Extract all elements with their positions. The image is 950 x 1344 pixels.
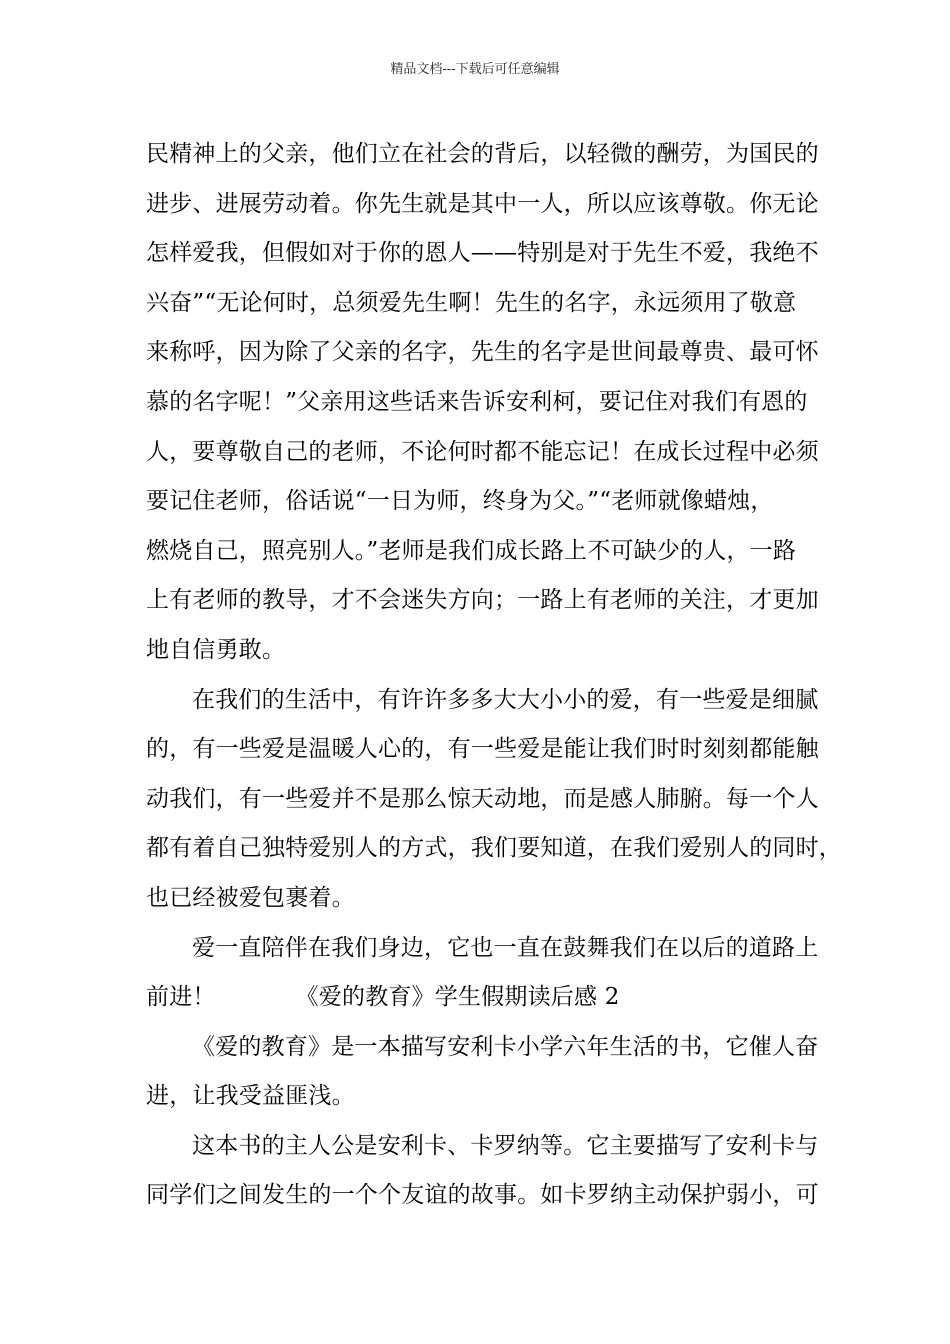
text-line: 兴奋”“无论何时，总须爱先生啊！先生的名字，永远须用了敬意 <box>146 289 797 316</box>
text-line: 都有着自己独特爱别人的方式，我们要知道，在我们爱别人的同时， <box>146 835 842 862</box>
paragraph-start-line: 在我们的生活中，有许许多多大大小小的爱，有一些爱是细腻 <box>192 686 819 713</box>
body-text <box>146 130 842 1221</box>
text-line: 上有老师的教导，才不会迷失方向；一路上有老师的关注，才更加 <box>146 587 819 614</box>
paragraph-start-line: 《爱的教育》是一本描写安利卡小学六年生活的书，它催人奋 <box>192 1033 819 1060</box>
paragraph-start-line: 爱一直陪伴在我们身边，它也一直在鼓舞我们在以后的道路上 <box>192 934 819 961</box>
page-header: 精品文档---下载后可任意编辑 <box>390 62 560 77</box>
text-line: 民精神上的父亲，他们立在社会的背后，以轻微的酬劳，为国民的 <box>146 141 819 167</box>
section-title: 《爱的教育》学生假期读后感 2 <box>295 984 620 1011</box>
text-line: 地自信勇敢。 <box>146 636 286 663</box>
text-line-with-title <box>146 973 836 1023</box>
text-line: 也已经被爱包裹着。 <box>146 884 355 911</box>
text-line: 进，让我受益匪浅。 <box>146 1083 355 1110</box>
text-line: 动我们，有一些爱并不是那么惊天动地，而是感人肺腑。每一个人 <box>146 785 819 812</box>
text-line: 来称呼，因为除了父亲的名字，先生的名字是世间最尊贵、最可怀 <box>146 339 819 366</box>
text-line: 慕的名字呢！”父亲用这些话来告诉安利柯，要记住对我们有恩的 <box>146 388 808 415</box>
paragraph-start-line: 这本书的主人公是安利卡、卡罗纳等。它主要描写了安利卡与 <box>192 1132 819 1159</box>
text-fragment: 前进！ <box>146 984 216 1011</box>
text-line: 燃烧自己，照亮别人。”老师是我们成长路上不可缺少的人，一路 <box>146 537 797 564</box>
text-line: 怎样爱我，但假如对于你的恩人——特别是对于先生不爱，我绝不 <box>146 240 819 267</box>
text-line: 同学们之间发生的一个个友谊的故事。如卡罗纳主动保护弱小，可 <box>146 1182 819 1209</box>
text-line: 要记住老师，俗话说“一日为师，终身为父。”“老师就像蜡烛， <box>146 488 774 515</box>
text-line: 人，要尊敬自己的老师，不论何时都不能忘记！在成长过程中必须 <box>146 438 819 465</box>
text-line: 的，有一些爱是温暖人心的，有一些爱是能让我们时时刻刻都能触 <box>146 736 819 763</box>
text-line: 进步、进展劳动着。你先生就是其中一人，所以应该尊敬。你无论 <box>146 190 819 217</box>
